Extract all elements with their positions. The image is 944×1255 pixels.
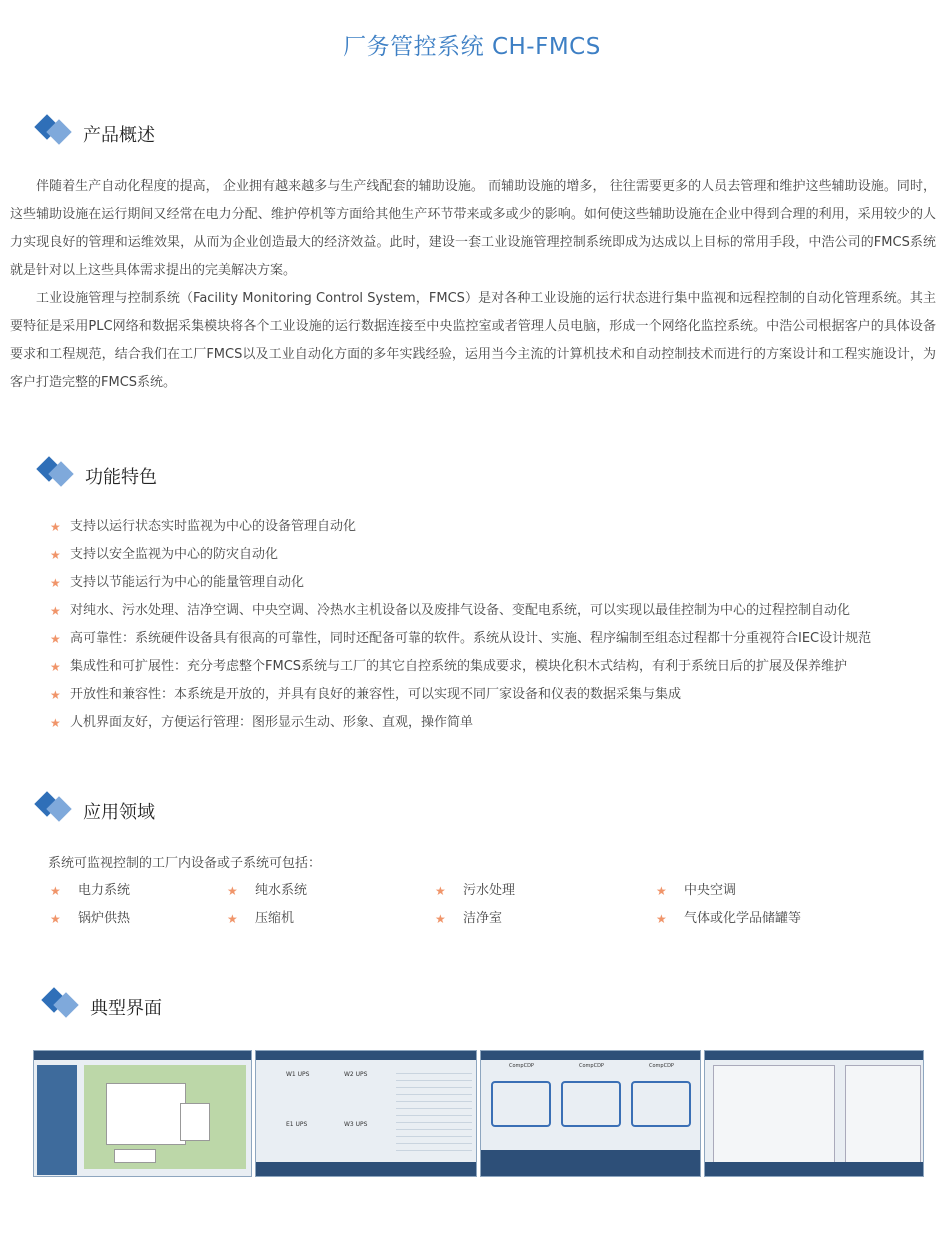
section-title-applications: 应用领域 xyxy=(83,802,155,823)
star-icon: ★ xyxy=(227,912,238,926)
diamond-icon xyxy=(40,986,84,1022)
site-map-graphic xyxy=(84,1065,246,1169)
star-icon: ★ xyxy=(656,912,667,926)
star-icon: ★ xyxy=(50,576,61,590)
star-icon: ★ xyxy=(50,520,61,534)
screenshot-titlebar xyxy=(34,1051,251,1060)
screenshot-titlebar xyxy=(481,1051,700,1060)
screenshot-ups: W1 UPS W2 UPS E1 UPS W3 UPS xyxy=(255,1050,477,1177)
feature-item: ★ 开放性和兼容性：本系统是开放的，并具有良好的兼容性，可以实现不同厂家设备和仪表的数据采集与集成 xyxy=(50,681,940,709)
star-icon: ★ xyxy=(50,548,61,562)
diamond-icon xyxy=(35,455,79,491)
star-icon: ★ xyxy=(435,884,446,898)
star-icon: ★ xyxy=(656,884,667,898)
screenshot-water xyxy=(704,1050,924,1177)
overview-paragraph-1: 伴随着生产自动化程度的提高， 企业拥有越来越多与生产线配套的辅助设施。 而辅助设施的增多， 往往需要更多的人员去管理和维护这些辅助设施。同时，这些辅助设施在运行期间又经常在电力分配、维护停机等方面给其他生产环节带来或多或少的影响。如何使这些辅助设施在企业中得到合理的利用，采用较少的人力实现良好的管理和运维效果，从而为企业创造最大的经济效益。此时，建设一套工业设施管理控制系统即成为达成以上目标的常用手段，中浩公司的FMCS系统就是针对以上这些具体需求提出的完美解决方案。 xyxy=(10,179,936,278)
section-title-screens: 典型界面 xyxy=(90,998,162,1019)
star-icon: ★ xyxy=(50,604,61,618)
star-icon: ★ xyxy=(50,912,61,926)
screenshot-sidebar xyxy=(37,1065,77,1175)
star-icon: ★ xyxy=(435,912,446,926)
star-icon: ★ xyxy=(50,632,61,646)
diamond-icon xyxy=(33,113,77,149)
feature-item: ★ 高可靠性：系统硬件设备具有很高的可靠性，同时还配备可靠的软件。系统从设计、实施、程序编制至组态过程都十分重视符合IEC设计规范 xyxy=(50,625,940,653)
feature-item: ★ 支持以安全监视为中心的防灾自动化 xyxy=(50,541,940,569)
section-title-features: 功能特色 xyxy=(85,467,157,488)
screenshot-titlebar xyxy=(256,1051,476,1060)
feature-item: ★ 人机界面友好，方便运行管理：图形显示生动、形象、直观，操作简单 xyxy=(50,709,940,737)
star-icon: ★ xyxy=(50,688,61,702)
star-icon: ★ xyxy=(50,660,61,674)
star-icon: ★ xyxy=(50,716,61,730)
overview-paragraph-2: 工业设施管理与控制系统（Facility Monitoring Control System，FMCS）是对各种工业设施的运行状态进行集中监视和远程控制的自动化管理系统。其主要特征是采用PLC网络和数据采集模块将各个工业设施的运行数据连接至中央监控室或者管理人员电脑，形成一个网络化监控系统。中浩公司根据客户的具体设备要求和工程规范，结合我们在工厂FMCS以及工业自动化方面的多年实践经验，运用当今主流的计算机技术和自动控制技术而进行的方案设计和工程实施设计，为客户打造完整的FMCS系统。 xyxy=(10,291,936,390)
screenshot-compressors: CompCDP CompCDP CompCDP xyxy=(480,1050,701,1177)
applications-intro: 系统可监视控制的工厂内设备或子系统可包括： xyxy=(48,856,322,871)
screenshot-titlebar xyxy=(705,1051,923,1060)
page-title: 厂务管控系统 CH-FMCS xyxy=(343,34,601,60)
feature-list xyxy=(50,513,940,737)
data-table-graphic xyxy=(396,1067,472,1157)
layout-graphic xyxy=(713,1065,835,1163)
diamond-icon xyxy=(33,790,77,826)
star-icon: ★ xyxy=(50,884,61,898)
feature-item: ★ 支持以运行状态实时监视为中心的设备管理自动化 xyxy=(50,513,940,541)
screenshot-strip xyxy=(33,1050,924,1177)
star-icon: ★ xyxy=(227,884,238,898)
feature-item: ★ 支持以节能运行为中心的能量管理自动化 xyxy=(50,569,940,597)
screenshot-site-map xyxy=(33,1050,252,1177)
feature-item: ★ 对纯水、污水处理、洁净空调、中央空调、冷热水主机设备以及废排气设备、变配电系统，可以实现以最佳控制为中心的过程控制自动化 xyxy=(50,597,940,625)
feature-item: ★ 集成性和可扩展性：充分考虑整个FMCS系统与工厂的其它自控系统的集成要求，模块化积木式结构，有利于系统日后的扩展及保养维护 xyxy=(50,653,940,681)
section-title-overview: 产品概述 xyxy=(83,125,155,146)
